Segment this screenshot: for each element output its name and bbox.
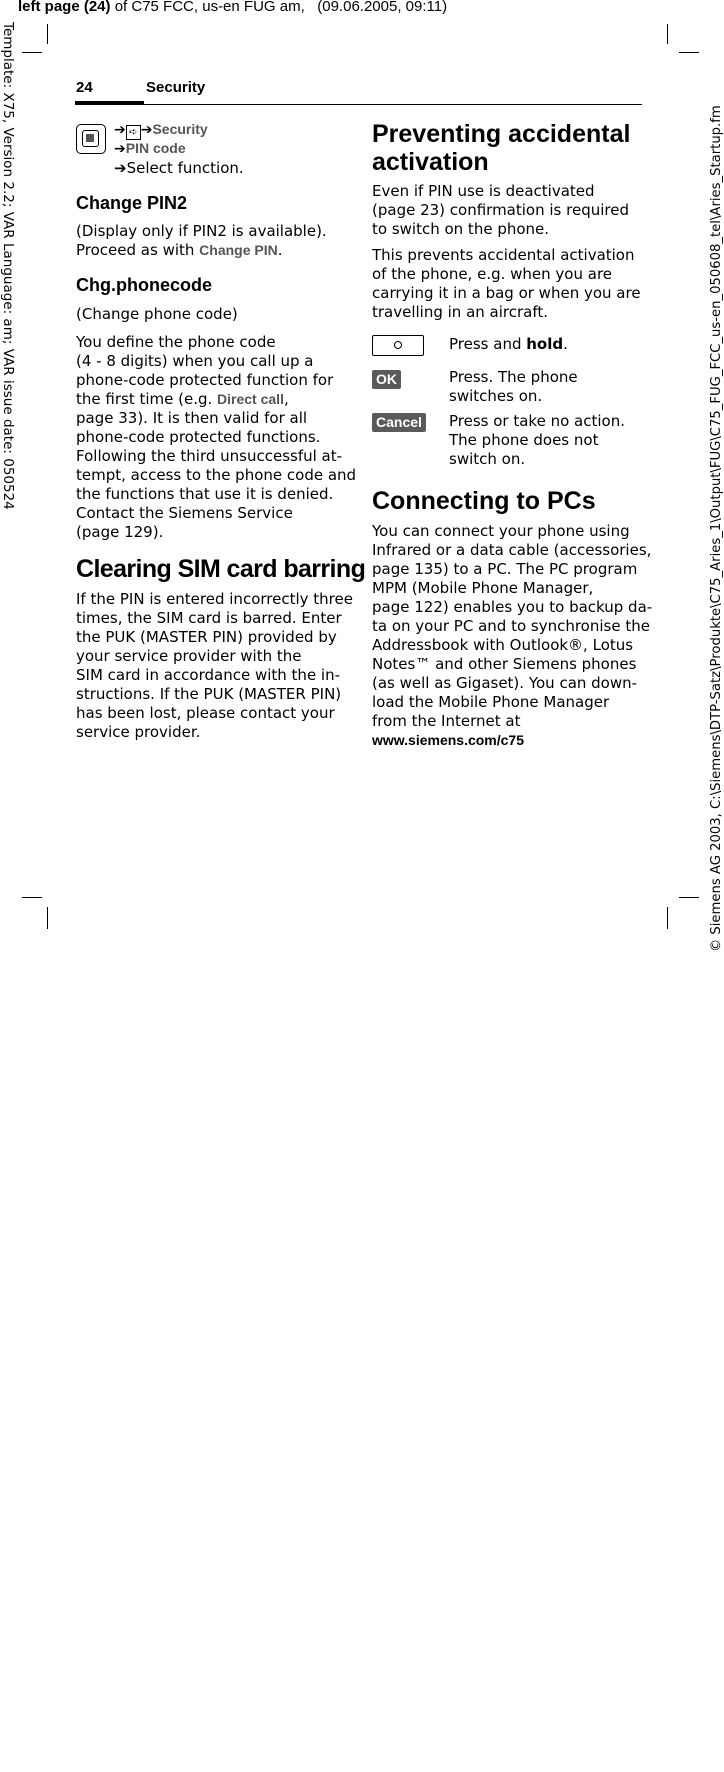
nav-line-1: [114, 121, 208, 140]
nav-line-3: [114, 159, 244, 177]
heading-chg-phonecode: Chg.phonecode: [76, 275, 212, 295]
header-rule-thick: [75, 101, 144, 105]
change-pin2-text: (Display only if PIN2 is available). Proceed as with Change PIN.: [76, 222, 327, 259]
nav-line-2: [114, 140, 186, 157]
menu-key-icon: [76, 124, 106, 154]
menu-security: Security: [152, 121, 208, 137]
cancel-key: Cancel: [372, 412, 426, 432]
arrow-icon: ➔: [114, 122, 126, 138]
chg-phonecode-text: (Change phone code) You define the phone code (4 - 8 digits) when you call up a phone-code protected function for the first time (e.g. Direct call, page 33). It is then valid for all phone-code protected functions. Following the third unsuccessful at- tempt, access to the phone code and the functions that use it is denied. Contact the Siemens Service (page 129).: [76, 305, 357, 541]
header-rule: [144, 104, 642, 105]
ref-change-pin: Change PIN: [199, 242, 278, 258]
wrench-icon: ➪: [126, 125, 141, 140]
heading-preventing: Preventing accidental activation: [372, 120, 631, 176]
crop-mark: [22, 52, 42, 53]
crop-mark: [679, 52, 699, 53]
arrow-icon: ➔: [114, 159, 127, 177]
arrow-icon: ➔: [114, 141, 126, 157]
arrow-icon: ➔: [140, 122, 153, 138]
print-header-info: of C75 FCC, us-en FUG am, (09.06.2005, 09:11): [110, 0, 448, 15]
nav-text: Select function.: [126, 159, 244, 177]
ok-key: OK: [372, 369, 401, 389]
copyright-vertical: © Siemens AG 2003, C:\Siemens\DTP-Satz\Produkte\C75_Aries_1\Output\FUG\C75_FUG_FCC_us-en_050608_tel\Aries_Startup.fm: [709, 105, 724, 952]
heading-change-pin2: Change PIN2: [76, 193, 188, 213]
row-ok-text: Press. The phone switches on.: [449, 368, 578, 405]
crop-mark: [667, 907, 668, 929]
crop-mark: [667, 24, 668, 44]
print-header-page: left page (24): [18, 0, 111, 15]
running-title: Security: [146, 79, 206, 96]
heading-clearing-sim: Clearing SIM card barring: [76, 555, 366, 583]
page-number: 24: [76, 79, 93, 96]
menu-pin-code: PIN code: [125, 140, 186, 156]
end-key-icon: [372, 335, 424, 360]
connecting-text: You can connect your phone using Infrared or a data cable (accessories, page 135) to a PC. The PC program MPM (Mobile Phone Manager, page 122) enables you to backup da- ta on your PC and to synchronise the Addressbook with Outlook®, Lotus Notes™ and other Siemens phones (as well as Gigaset). You can down- load the Mobile Phone Manager from the Internet at www.siemens.com/c75: [372, 522, 653, 748]
heading-connecting: Connecting to PCs: [372, 487, 596, 515]
clearing-sim-text: If the PIN is entered incorrectly three times, the SIM card is barred. Enter the PUK (MASTER PIN) provided by your service provider with the SIM card in accordance with the in- structions. If the PUK (MASTER PIN) has been lost, please contact your service provider.: [76, 590, 353, 741]
ref-direct-call: Direct call: [217, 391, 284, 407]
crop-mark: [47, 24, 48, 44]
preventing-text: Even if PIN use is deactivated (page 23) confirmation is required to switch on the phone. This prevents accidental activation of the phone, e.g. when you are carrying it in a bag or when you are travelling in an aircraft.: [372, 182, 641, 321]
print-header: [18, 0, 447, 15]
crop-mark: [47, 907, 48, 929]
crop-mark: [679, 897, 699, 898]
siemens-url[interactable]: www.siemens.com/c75: [372, 732, 524, 748]
template-info-vertical: Template: X75, Version 2.2; VAR Language: am; VAR issue date: 050524: [0, 22, 16, 510]
row-cancel-text: Press or take no action. The phone does not switch on.: [449, 412, 625, 468]
crop-mark: [22, 897, 42, 898]
row-hold-text: Press and hold.: [449, 335, 568, 353]
